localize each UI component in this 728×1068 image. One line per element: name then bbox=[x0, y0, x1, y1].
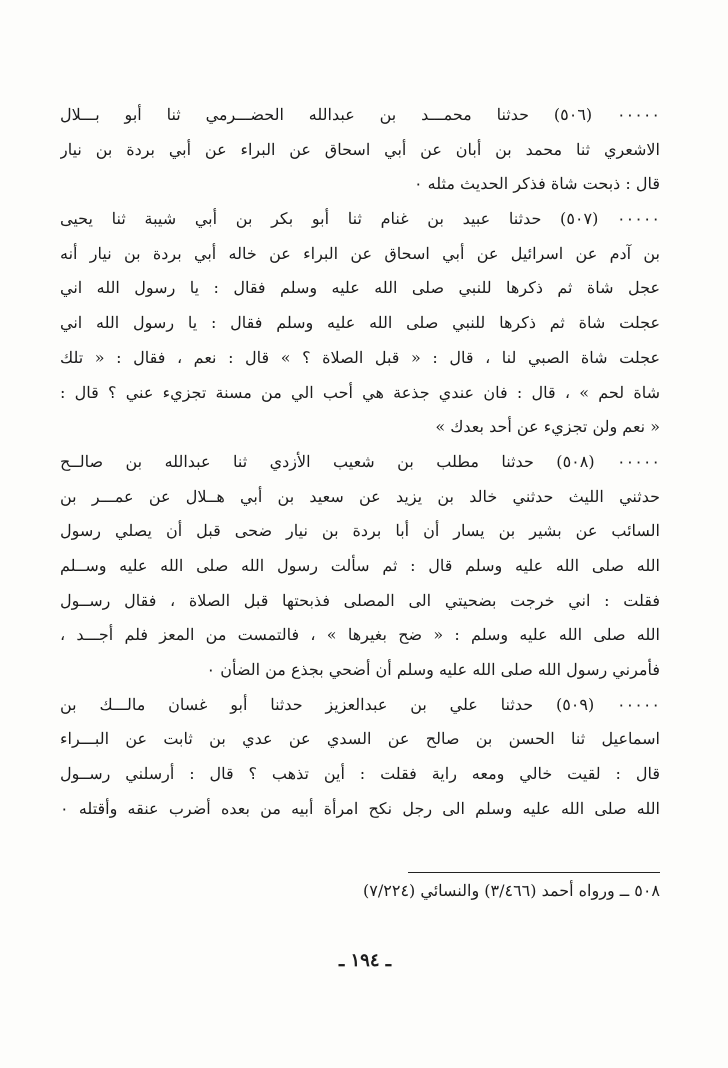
text-line: اسماعيل ثنا الحسن بن صالح عن السدي عن عدي بن ثابت عن البـــراء bbox=[60, 729, 660, 749]
text-line: قال : لقيت خالي ومعه راية فقلت : أين تذهب ؟ قال : أرسلني رســول bbox=[60, 764, 660, 784]
page-number: ـ ١٩٤ ـ bbox=[338, 950, 392, 971]
text-line: بن آدم عن اسرائيل عن أبي اسحاق عن البراء عن خاله أبي بردة بن نيار أنه bbox=[60, 243, 660, 263]
text-line: الله صلى الله عليه وسلم : « ضح بغيرها » ، فالتمست من المعز فلم أجـــد ، bbox=[60, 625, 660, 645]
text-line: ٠٠٠٠٠ (٥٠٨) حدثنا مطلب بن شعيب الأزدي ثنا عبدالله بن صالــح bbox=[60, 451, 660, 471]
text-line: عجلت شاة الصبي لنا ، قال : « قبل الصلاة ؟ » قال : نعم ، فقال : « تلك bbox=[60, 347, 660, 367]
text-line: الله صلى الله عليه وسلم قال : ثم سألت رسول الله صلى الله عليه وســلم bbox=[60, 555, 660, 575]
text-line: فقلت : اني خرجت بضحيتي الى المصلى فذبحتها قبل الصلاة ، فقال رســول bbox=[60, 590, 660, 610]
body-text bbox=[60, 98, 660, 826]
text-line: الاشعري ثنا محمد بن أبان عن أبي اسحاق عن البراء عن أبي بردة بن نيار bbox=[60, 139, 660, 159]
text-line: « نعم ولن تجزيء عن أحد بعدك » bbox=[435, 417, 660, 437]
text-line: ٠٠٠٠٠ (٥٠٧) حدثنا عبيد بن غنام ثنا أبو بكر بن أبي شيبة ثنا يحيى bbox=[60, 209, 660, 229]
text-line: قال : ذبحت شاة فذكر الحديث مثله ٠ bbox=[414, 174, 660, 194]
text-line: الله صلى الله عليه وسلم الى رجل نكح امرأة أبيه من بعده أضرب عنقه وأقتله ٠ bbox=[60, 798, 660, 818]
text-line: عجلت شاة ثم ذكرها للنبي صلى الله عليه وسلم فقال : يا رسول الله اني bbox=[60, 313, 660, 333]
footnote: ٥٠٨ ــ ورواه أحمد (٣/٤٦٦) والنسائي (٧/٢٢٤) bbox=[363, 881, 660, 900]
text-line: السائب عن بشير بن يسار أن أبا بردة بن نيار ضحى قبل أن يصلي رسول bbox=[60, 521, 660, 541]
text-line: عجل شاة ثم ذكرها للنبي صلى الله عليه وسلم فقال : يا رسول الله اني bbox=[60, 278, 660, 298]
text-line: حدثني الليث حدثني خالد بن يزيد عن سعيد بن أبي هــلال عن عمـــر بن bbox=[60, 486, 660, 506]
footnote-divider bbox=[408, 872, 660, 873]
text-line: فأمرني رسول الله صلى الله عليه وسلم أن أضحي بجذع من الضأن ٠ bbox=[206, 660, 660, 679]
text-line: ٠٠٠٠٠ (٥٠٦) حدثنا محمـــد بن عبدالله الحضـــرمي ثنا أبو بـــلال bbox=[60, 105, 660, 124]
text-line: ٠٠٠٠٠ (٥٠٩) حدثنا علي بن عبدالعزيز حدثنا أبو غسان مالـــك بن bbox=[60, 694, 660, 714]
text-line: شاة لحم » ، قال : فان عندي جذعة هي أحب الي من مسنة تجزيء عني ؟ قال : bbox=[60, 382, 660, 402]
